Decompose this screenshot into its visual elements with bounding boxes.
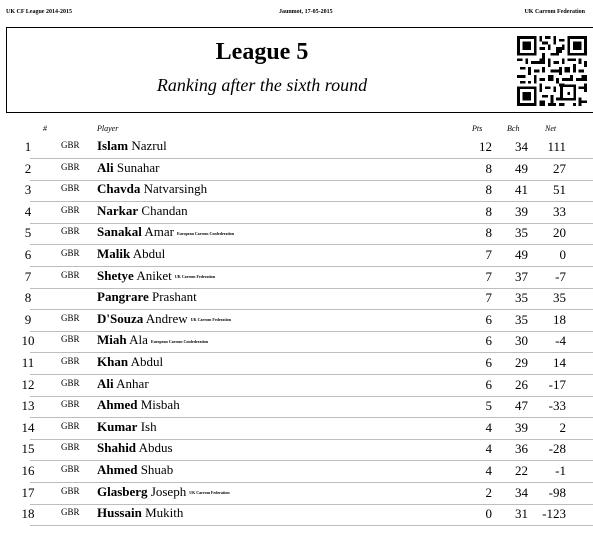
player-last-name: D'Souza xyxy=(97,310,144,326)
table-row xyxy=(6,310,593,332)
net-cell: -98 xyxy=(548,484,566,500)
table-row xyxy=(6,461,593,483)
rank-cell: 12 xyxy=(21,376,35,392)
table-row xyxy=(6,375,593,397)
pts-cell: 6 xyxy=(485,311,492,327)
player-cell xyxy=(97,311,231,327)
rank-cell: 1 xyxy=(24,139,32,154)
player-cell xyxy=(97,203,188,219)
country-cell: GBR xyxy=(61,248,80,258)
table-row xyxy=(6,504,593,526)
row-divider xyxy=(30,525,593,526)
bch-cell: 36 xyxy=(515,441,528,457)
pts-cell: 0 xyxy=(485,506,492,522)
net-cell: 33 xyxy=(553,203,566,219)
title-box xyxy=(6,27,593,113)
bch-cell: 22 xyxy=(515,463,528,478)
player-cell xyxy=(97,419,157,435)
country-cell: GBR xyxy=(61,507,80,518)
col-net-header: Net xyxy=(545,124,557,133)
player-cell xyxy=(97,484,230,500)
player-first-name: Shuab xyxy=(140,462,174,477)
player-first-name: Abdul xyxy=(130,354,164,369)
bch-cell: 39 xyxy=(515,203,528,219)
net-cell: 35 xyxy=(553,290,566,306)
player-last-name: Pangrare xyxy=(97,289,149,305)
rank-cell: 7 xyxy=(24,268,32,284)
net-cell: -17 xyxy=(548,376,566,392)
player-first-name: Joseph xyxy=(150,483,187,499)
pts-cell: 8 xyxy=(485,225,492,241)
net-cell: 14 xyxy=(553,355,566,370)
country-cell: GBR xyxy=(61,420,80,431)
player-cell xyxy=(97,181,207,197)
player-last-name: Miah xyxy=(97,332,127,348)
bch-cell: 37 xyxy=(515,268,528,284)
net-cell: -1 xyxy=(555,463,566,478)
country-cell: GBR xyxy=(61,161,80,172)
rank-cell: 15 xyxy=(21,441,35,457)
country-cell: GBR xyxy=(61,356,80,366)
player-cell xyxy=(97,376,149,392)
header-federation: UK Carrom Federation xyxy=(524,9,585,15)
pts-cell: 7 xyxy=(485,290,492,306)
pts-cell: 8 xyxy=(485,160,492,176)
player-organization: UK Carrom Federation xyxy=(189,490,230,496)
bch-cell: 29 xyxy=(515,355,528,370)
rank-cell: 6 xyxy=(24,247,32,262)
table-row xyxy=(6,396,593,418)
rank-cell: 4 xyxy=(24,203,32,219)
player-first-name: Mukith xyxy=(145,505,184,521)
table-row xyxy=(6,267,593,289)
country-cell: GBR xyxy=(61,442,80,453)
col-bch-header: Bch xyxy=(507,124,520,133)
player-first-name: Nazrul xyxy=(131,138,167,153)
country-cell: GBR xyxy=(61,204,80,215)
player-cell xyxy=(97,138,167,154)
bch-cell: 35 xyxy=(515,311,528,327)
player-first-name: Misbah xyxy=(140,397,180,413)
table-row xyxy=(6,202,593,224)
table-row xyxy=(6,245,593,267)
pts-cell: 2 xyxy=(485,484,492,500)
player-last-name: Shetye xyxy=(97,267,134,283)
pts-cell: 6 xyxy=(485,355,492,370)
page-title: League 5 xyxy=(215,39,309,65)
table-row xyxy=(6,159,593,181)
table-row xyxy=(6,353,593,375)
pts-cell: 7 xyxy=(485,268,492,284)
player-first-name: Andrew xyxy=(145,310,188,326)
player-first-name: Abdul xyxy=(132,246,166,261)
pts-cell: 6 xyxy=(485,376,492,392)
player-first-name: Ish xyxy=(140,418,157,434)
country-cell: GBR xyxy=(61,226,80,237)
rank-cell: 10 xyxy=(21,333,35,349)
table-row xyxy=(6,331,593,353)
bch-cell: 34 xyxy=(515,139,528,154)
net-cell: 51 xyxy=(553,182,566,198)
table-row xyxy=(6,439,593,461)
table-row xyxy=(6,180,593,202)
rank-cell: 16 xyxy=(21,463,35,478)
col-pts-header: Pts xyxy=(472,124,483,133)
player-cell xyxy=(97,462,173,478)
net-cell: 20 xyxy=(553,225,566,241)
player-first-name: Aniket xyxy=(136,267,172,283)
country-cell: GBR xyxy=(61,334,80,345)
player-cell xyxy=(97,224,234,240)
net-cell: 2 xyxy=(559,419,566,435)
page-subtitle: Ranking after the sixth round xyxy=(156,75,368,95)
player-first-name: Chandan xyxy=(141,202,188,218)
bch-cell: 35 xyxy=(515,225,528,241)
table-row xyxy=(6,223,593,245)
player-organization: UK Carrom Federation xyxy=(190,317,232,323)
rank-cell: 3 xyxy=(24,182,32,198)
pts-cell: 12 xyxy=(479,139,492,154)
player-first-name: Prashant xyxy=(152,289,197,305)
bch-cell: 26 xyxy=(515,376,528,392)
net-cell: -123 xyxy=(542,506,566,522)
header-league: UK CF League 2014-2015 xyxy=(6,9,72,15)
pts-cell: 6 xyxy=(485,333,492,349)
page-header xyxy=(6,9,585,19)
country-cell: GBR xyxy=(61,140,80,150)
country-cell: GBR xyxy=(61,464,80,474)
player-last-name: Glasberg xyxy=(97,483,148,499)
player-organization: European Carrom Confederation xyxy=(176,230,235,236)
country-cell: GBR xyxy=(61,312,80,323)
player-organization: UK Carrom Federation xyxy=(174,274,216,280)
net-cell: 111 xyxy=(547,139,566,154)
player-last-name: Shahid xyxy=(97,440,137,456)
country-cell: GBR xyxy=(61,485,80,496)
player-last-name: Ahmed xyxy=(97,462,138,477)
net-cell: 0 xyxy=(559,247,566,262)
col-rank-header: # xyxy=(43,124,47,133)
player-last-name: Kumar xyxy=(97,418,138,434)
player-cell xyxy=(97,160,159,176)
bch-cell: 39 xyxy=(515,419,528,435)
player-last-name: Ali xyxy=(97,159,114,175)
pts-cell: 8 xyxy=(485,182,492,198)
table-row xyxy=(6,288,593,310)
country-cell: GBR xyxy=(61,269,80,280)
net-cell: 27 xyxy=(553,160,566,176)
player-first-name: Sunahar xyxy=(116,159,160,175)
player-first-name: Natvarsingh xyxy=(143,181,208,197)
player-first-name: Amar xyxy=(144,224,174,240)
rank-cell: 5 xyxy=(24,225,32,241)
bch-cell: 35 xyxy=(515,290,528,306)
net-cell: -28 xyxy=(548,441,566,457)
pts-cell: 8 xyxy=(485,203,492,219)
qr-code-icon xyxy=(517,36,587,106)
pts-cell: 4 xyxy=(485,463,492,478)
table-row xyxy=(6,418,593,440)
bch-cell: 49 xyxy=(515,160,528,176)
bch-cell: 41 xyxy=(515,182,528,198)
player-last-name: Chavda xyxy=(97,181,141,197)
player-organization: European Carrom Confederation xyxy=(150,338,209,344)
table-row xyxy=(6,137,593,159)
country-cell: GBR xyxy=(61,377,80,388)
player-cell xyxy=(97,354,163,370)
player-first-name: Ala xyxy=(129,332,148,348)
player-first-name: Anhar xyxy=(116,375,149,391)
player-cell xyxy=(97,397,180,413)
player-last-name: Ali xyxy=(97,375,114,391)
table-row xyxy=(6,483,593,505)
pts-cell: 5 xyxy=(485,398,492,414)
rank-cell: 17 xyxy=(21,484,35,500)
player-last-name: Malik xyxy=(97,246,131,261)
rank-cell: 2 xyxy=(24,160,32,176)
bch-cell: 30 xyxy=(515,333,528,349)
rank-cell: 11 xyxy=(21,355,35,370)
rank-cell: 9 xyxy=(24,311,32,327)
net-cell: -33 xyxy=(548,398,566,414)
player-cell xyxy=(97,332,208,348)
rank-cell: 14 xyxy=(21,419,35,435)
player-last-name: Islam xyxy=(97,138,129,153)
country-cell: GBR xyxy=(61,399,80,410)
pts-cell: 4 xyxy=(485,419,492,435)
rank-cell: 18 xyxy=(21,506,35,522)
player-cell xyxy=(97,289,197,305)
rank-cell: 13 xyxy=(21,398,35,414)
player-last-name: Khan xyxy=(97,354,129,369)
player-cell xyxy=(97,505,183,521)
player-cell xyxy=(97,246,165,262)
header-date: Jaunmot, 17-05-2015 xyxy=(279,9,333,15)
col-player-header: Player xyxy=(97,124,119,133)
bch-cell: 31 xyxy=(515,506,528,522)
net-cell: 18 xyxy=(553,311,566,327)
net-cell: -4 xyxy=(555,333,566,349)
player-first-name: Abdus xyxy=(138,440,173,456)
rank-cell: 8 xyxy=(24,290,32,306)
player-cell xyxy=(97,268,215,284)
pts-cell: 4 xyxy=(485,441,492,457)
bch-cell: 34 xyxy=(515,484,528,500)
pts-cell: 7 xyxy=(485,247,492,262)
player-cell xyxy=(97,440,173,456)
player-last-name: Ahmed xyxy=(97,397,138,413)
bch-cell: 47 xyxy=(515,398,528,414)
net-cell: -7 xyxy=(555,268,566,284)
player-last-name: Sanakal xyxy=(97,224,142,240)
player-last-name: Hussain xyxy=(97,505,142,521)
country-cell: GBR xyxy=(61,183,80,194)
player-last-name: Narkar xyxy=(97,202,139,218)
bch-cell: 49 xyxy=(515,247,528,262)
